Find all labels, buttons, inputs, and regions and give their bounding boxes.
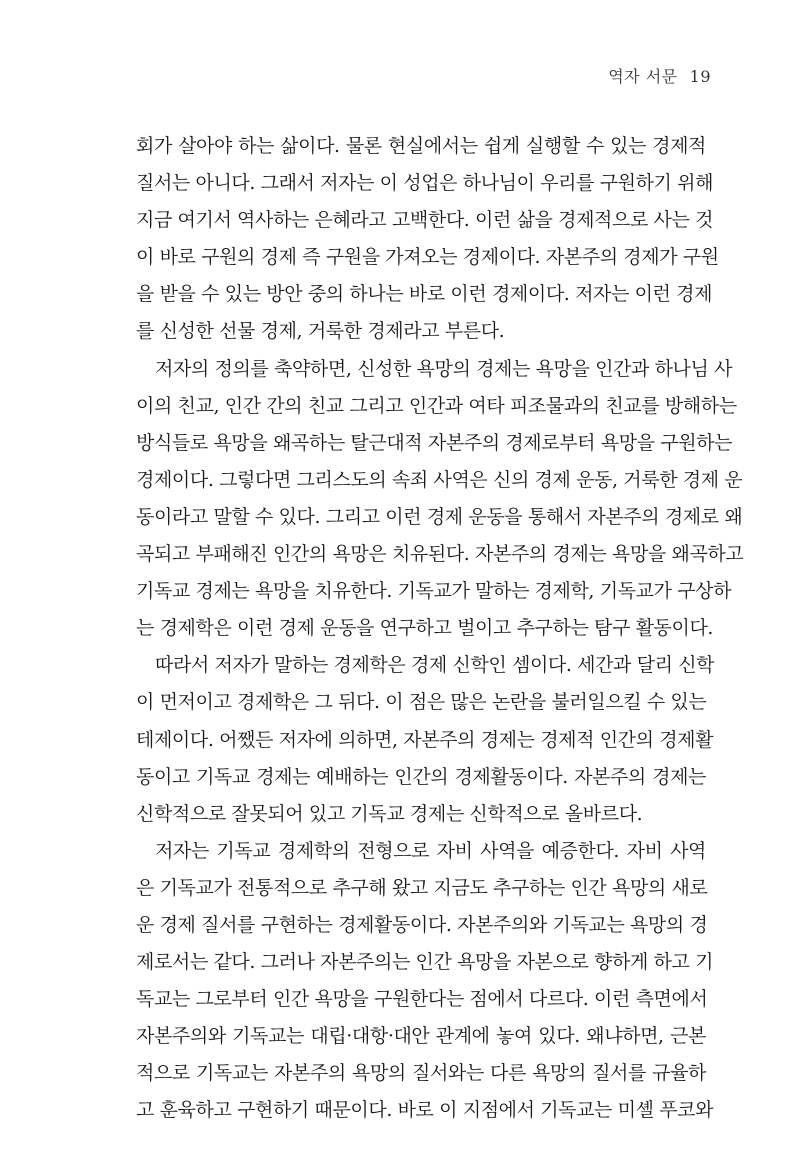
text-line: 저자는 기독교 경제학의 전형으로 자비 사역을 예증한다. 자비 사역: [155, 839, 706, 862]
text-line: 이 먼저이고 경제학은 그 뒤다. 이 점은 많은 논란을 불러일으킬 수 있는: [136, 691, 707, 714]
text-line: 적으로 기독교는 자본주의 욕망의 질서와는 다른 욕망의 질서를 규율하: [136, 1062, 706, 1085]
body-text: [136, 128, 744, 1130]
text-line: 는 경제학은 이런 경제 운동을 연구하고 벌이고 추구하는 탐구 활동이다.: [136, 617, 714, 640]
running-header: [608, 64, 711, 87]
text-line: 경제이다. 그렇다면 그리스도의 속죄 사역은 신의 경제 운동, 거룩한 경제 운: [136, 468, 743, 491]
paragraph: [136, 647, 715, 832]
text-line: 곡되고 부패해진 인간의 욕망은 치유된다. 자본주의 경제는 욕망을 왜곡하고: [136, 543, 744, 566]
text-line: 고 훈육하고 구현하기 때문이다. 바로 이 지점에서 기독교는 미셸 푸코와: [136, 1099, 714, 1122]
text-line: 저자의 정의를 축약하면, 신성한 욕망의 경제는 욕망을 인간과 하나님 사: [155, 357, 733, 380]
paragraph: [136, 833, 714, 1130]
text-line: 기독교 경제는 욕망을 치유한다. 기독교가 말하는 경제학, 기독교가 구상하: [136, 580, 732, 603]
text-line: 질서는 아니다. 그래서 저자는 이 성업은 하나님이 우리를 구원하기 위해: [136, 172, 714, 195]
text-line: 동이고 기독교 경제는 예배하는 인간의 경제활동이다. 자본주의 경제는: [136, 765, 706, 788]
running-header-section-title: 역자 서문: [608, 67, 678, 86]
text-line: 지금 여기서 역사하는 은혜라고 고백한다. 이런 삶을 경제적으로 사는 것: [136, 209, 714, 232]
text-line: 자본주의와 기독교는 대립·대항·대안 관계에 놓여 있다. 왜냐하면, 근본: [136, 1025, 706, 1048]
text-line: 이 바로 구원의 경제 즉 구원을 가져오는 경제이다. 자본주의 경제가 구원: [136, 246, 719, 269]
page-number: 19: [689, 67, 711, 86]
paragraph: [136, 351, 744, 648]
text-line: 를 신성한 선물 경제, 거룩한 경제라고 부른다.: [136, 320, 505, 343]
text-line: 따라서 저자가 말하는 경제학은 경제 신학인 셈이다. 세간과 달리 신학: [155, 654, 715, 677]
text-line: 을 받을 수 있는 방안 중의 하나는 바로 이런 경제이다. 저자는 이런 경제: [136, 283, 713, 306]
text-line: 회가 살아야 하는 삶이다. 물론 현실에서는 쉽게 실행할 수 있는 경제적: [136, 135, 706, 157]
text-line: 제로서는 같다. 그러나 자본주의는 인간 욕망을 자본으로 향하게 하고 기: [136, 951, 714, 974]
text-line: 독교는 그로부터 인간 욕망을 구원한다는 점에서 다르다. 이런 측면에서: [136, 988, 708, 1011]
text-line: 테제이다. 어쨌든 저자에 의하면, 자본주의 경제는 경제적 인간의 경제활: [136, 728, 714, 751]
text-line: 방식들로 욕망을 왜곡하는 탈근대적 자본주의 경제로부터 욕망을 구원하는: [136, 431, 733, 454]
text-line: 운 경제 질서를 구현하는 경제활동이다. 자본주의와 기독교는 욕망의 경: [136, 913, 708, 936]
text-line: 동이라고 말할 수 있다. 그리고 이런 경제 운동을 통해서 자본주의 경제로 왜: [136, 505, 743, 528]
text-line: 이의 친교, 인간 간의 친교 그리고 인간과 여타 피조물과의 친교를 방해하는: [136, 394, 737, 417]
text-line: 은 기독교가 전통적으로 추구해 왔고 지금도 추구하는 인간 욕망의 새로: [136, 876, 708, 899]
text-line: 신학적으로 잘못되어 있고 기독교 경제는 신학적으로 올바르다.: [136, 802, 643, 825]
paragraph: [136, 128, 719, 351]
